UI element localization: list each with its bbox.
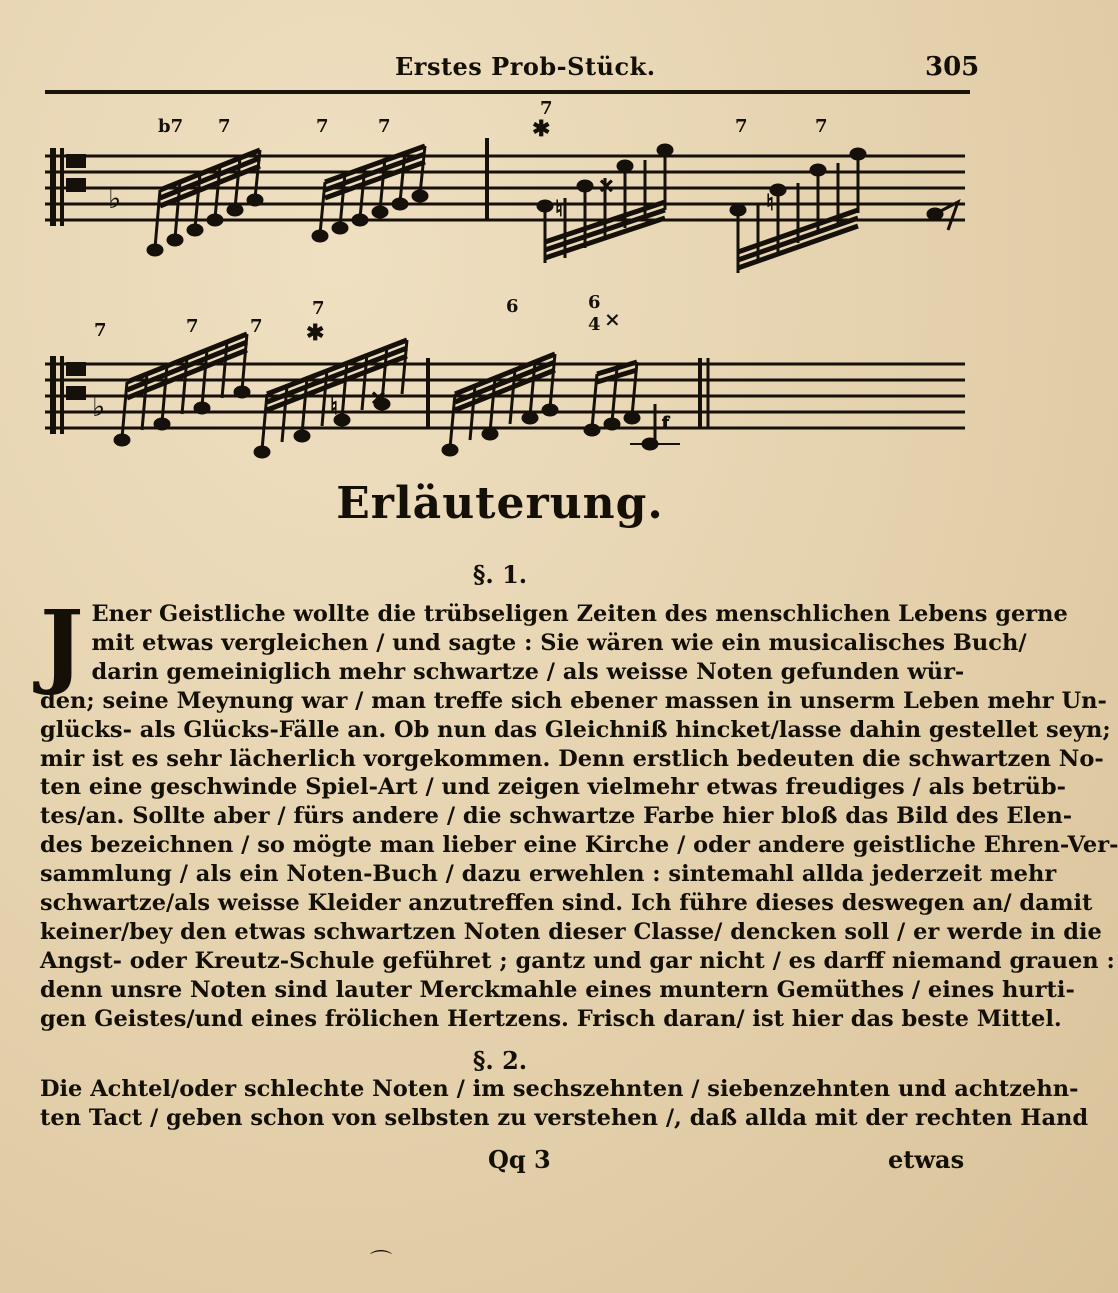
sharp-icon: [604, 307, 621, 331]
figure: 7: [735, 116, 748, 137]
svg-text:×: ×: [604, 307, 621, 331]
svg-text:♮: ♮: [555, 196, 563, 222]
figure: 6: [506, 296, 519, 317]
music-system-2: [0, 292, 1000, 478]
text-line: Die Achtel/oder schlechte Noten / im sechszehnten / siebenzehnten und achtzehn-: [40, 1076, 1079, 1102]
text-line: mir ist es sehr lächerlich vorgekommen. Denn erstlich bedeuten die schwartzen No-: [40, 745, 1104, 772]
text-line: glücks- als Glücks-Fälle an. Ob nun das Gleichniß hincket/lasse dahin gestellet seyn;: [40, 716, 1111, 743]
score-system-1-svg: [0, 98, 1000, 288]
note-group: [537, 144, 673, 263]
header-rule: [45, 90, 970, 94]
figure: 6: [588, 292, 601, 313]
paragraph-2: [40, 1075, 1089, 1133]
text-line: gen Geistes/und eines frölichen Hertzens. Frisch daran/ ist hier das beste Mittel.: [40, 1005, 1062, 1032]
figure: 7: [316, 116, 329, 137]
figure: 7: [815, 116, 828, 137]
figure: 4: [588, 314, 601, 335]
text-line: den; seine Meynung war / man treffe sich ebener massen in unserm Leben mehr Un-: [40, 687, 1107, 714]
page-heading: Erläuterung.: [336, 478, 664, 529]
text-line: des bezeichnen / so mögte man lieber eine Kirche / oder andere geistliche Ehren-Ver-: [40, 832, 1118, 859]
text-line: ten Tact / geben schon von selbsten zu verstehen /, daß allda mit der rechten Hand: [40, 1104, 1089, 1131]
sharp-icon: [306, 320, 324, 346]
note-group: [442, 354, 558, 456]
figure: 7: [186, 316, 199, 337]
text-line: darin gemeiniglich mehr schwartze / als weisse Noten gefunden wür-: [91, 658, 965, 685]
music-system-1: [0, 98, 1000, 288]
figure: 7: [378, 116, 391, 137]
svg-text:♮: ♮: [766, 190, 774, 216]
paragraph-1: [40, 590, 1118, 1034]
clef-icon: [50, 148, 121, 226]
text-line: Angst- oder Kreutz-Schule geführet ; gantz und gar nicht / es darff niemand grauen :: [40, 947, 1115, 974]
text-line: Ener Geistliche wollte die trübseligen Zeiten des menschlichen Lebens gerne: [91, 601, 1068, 627]
sharp-icon: [532, 116, 550, 142]
text-line: keiner/bey den etwas schwartzen Noten dieser Classe/ dencken soll / er werde in die: [40, 918, 1102, 945]
figure: b7: [158, 116, 184, 137]
running-title: Erstes Prob-Stück.: [395, 52, 656, 81]
svg-text:✱: ✱: [306, 320, 325, 346]
text-line: denn unsre Noten sind lauter Merckmahle eines muntern Gemüthes / eines hurti-: [40, 976, 1075, 1003]
signature-mark: Qq 3: [488, 1145, 551, 1174]
page-number: 305: [925, 52, 980, 82]
note-group: [584, 362, 680, 450]
drop-cap: J: [40, 590, 84, 698]
text-line: mit etwas vergleichen / und sagte : Sie wären wie ein musicalisches Buch/: [91, 629, 1027, 656]
svg-text:f: f: [662, 413, 669, 432]
stray-mark-icon: ⌒: [370, 1250, 393, 1275]
figure: 7: [312, 298, 325, 319]
svg-text:✱: ✱: [532, 116, 551, 142]
text-line: schwartze/als weisse Kleider anzutreffen sind. Ich führe dieses deswegen an/ damit: [40, 890, 1093, 917]
figure: 7: [540, 98, 553, 119]
svg-text:×: ×: [598, 173, 615, 197]
note-group: [254, 340, 407, 458]
text-line: tes/an. Sollte aber / fürs andere / die schwartze Farbe hier bloß das Bild des Elen-: [40, 803, 1073, 830]
figure: 7: [94, 320, 107, 341]
svg-text:♭: ♭: [92, 390, 106, 423]
note-group: [730, 148, 866, 273]
section-label: §. 2.: [472, 1046, 528, 1075]
text-line: ten eine geschwinde Spiel-Art / und zeigen vielmehr etwas freudiges / als betrüb-: [40, 774, 1066, 801]
svg-text:♮: ♮: [330, 394, 338, 420]
figure: 7: [218, 116, 231, 137]
rest-icon: [927, 202, 958, 230]
note-group: [312, 146, 428, 242]
score-system-2-svg: [0, 292, 1000, 478]
section-label: §. 1.: [472, 560, 528, 589]
page-header: [0, 52, 1000, 92]
svg-text:×: ×: [370, 385, 387, 409]
svg-text:♭: ♭: [108, 182, 122, 215]
catchword: etwas: [888, 1145, 965, 1174]
text-line: sammlung / als ein Noten-Buch / dazu erwehlen : sintemahl allda jederzeit mehr: [40, 861, 1057, 888]
figure: 7: [250, 316, 263, 337]
